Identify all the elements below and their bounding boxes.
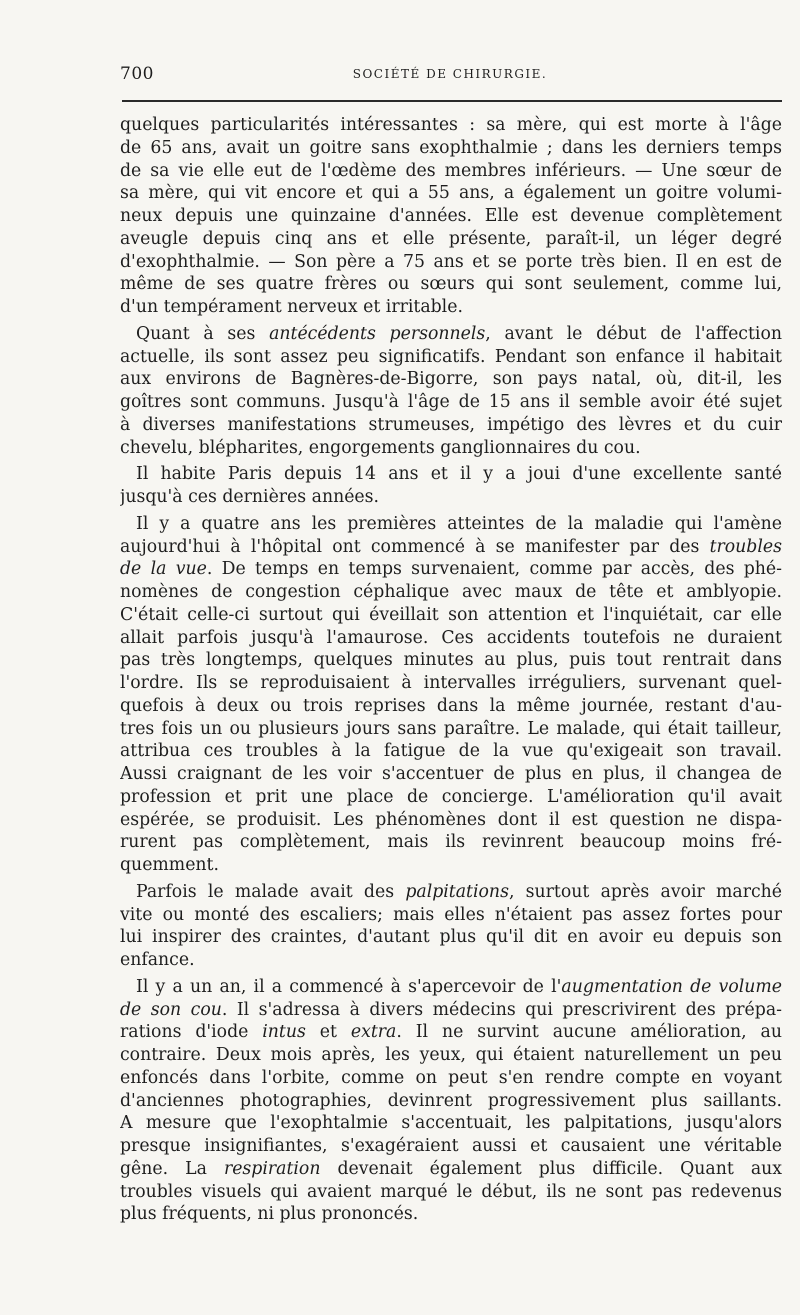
text-line (120, 999, 782, 1022)
text-segment: . Il ne survint aucune amélioration, au (396, 1022, 782, 1043)
text-line (120, 1090, 782, 1113)
running-head: SOCIÉTÉ DE CHIRURGIE. (352, 67, 548, 81)
text-segment: d'anciennes photographies, devinrent progressivement plus saillants. (120, 1090, 782, 1111)
text-segment: aujourd'hui à l'hôpital ont commencé à se manifester par des (120, 536, 710, 557)
text-segment: gêne. La (120, 1158, 224, 1179)
text-line (120, 368, 782, 391)
text-segment: chevelu, blépharites, engorgements ganglionnaires du cou. (120, 437, 641, 458)
text-line (120, 414, 782, 437)
paragraph (120, 513, 782, 877)
text-line (120, 926, 782, 949)
text-line (120, 251, 782, 274)
text-line (120, 809, 782, 832)
italic-text: de son cou (120, 999, 222, 1020)
italic-text: de la vue (120, 559, 207, 580)
text-segment: , surtout après avoir marché (508, 881, 782, 902)
text-segment: l'ordre. Ils se reproduisaient à intervalles irréguliers, survenant quel- (120, 673, 782, 693)
text-segment: lui inspirer des craintes, d'autant plus qu'il dit en avoir eu depuis son (120, 927, 782, 948)
text-segment: quemment. (120, 855, 219, 875)
text-line (120, 649, 782, 672)
italic-text: palpitations (405, 881, 509, 902)
text-line (120, 695, 782, 718)
text-segment: Il y a quatre ans les premières atteintes de la maladie qui l'amène (136, 513, 782, 534)
text-segment: vite ou monté des escaliers; mais elles n'étaient pas assez fortes pour (120, 904, 782, 925)
text-segment: d'un tempérament nerveux et irritable. (120, 297, 463, 317)
italic-text: troubles (709, 536, 782, 557)
text-line (120, 137, 782, 160)
text-line (120, 1181, 782, 1204)
text-line (120, 831, 782, 854)
text-line (120, 718, 782, 741)
page-number: 700 (120, 64, 154, 84)
text-line (120, 672, 782, 695)
text-line (120, 949, 782, 972)
text-segment: espérée, se produisit. Les phénomènes dont il est question ne dispa- (120, 809, 782, 830)
text-segment: actuelle, ils sont assez peu significatifs. Pendant son enfance il habitait (120, 346, 782, 367)
text-line (120, 160, 782, 183)
text-line (120, 1112, 782, 1135)
text-line (120, 205, 782, 228)
text-segment: . De temps en temps survenaient, comme par accès, des phé- (206, 559, 782, 580)
text-line (120, 1203, 782, 1226)
text-line (120, 228, 782, 251)
text-segment: Aussi craignant de les voir s'accentuer de plus en plus, il changea de (120, 764, 782, 784)
text-line (120, 323, 782, 346)
text-segment: devenait également plus difficile. Quant aux (320, 1158, 782, 1179)
text-segment: Quant à ses (136, 323, 270, 344)
text-segment: profession et prit une place de concierge. L'amélioration qu'il avait (120, 786, 782, 807)
text-segment: C'était celle-ci surtout qui éveillait son attention et l'inquiétait, car elle (120, 604, 782, 625)
text-segment: à diverses manifestations strumeuses, impétigo des lèvres et du cuir (120, 414, 782, 435)
text-segment: , avant le début de l'affection (485, 323, 782, 344)
paragraph (120, 463, 782, 509)
text-line (120, 1158, 782, 1181)
italic-text: respiration (223, 1158, 321, 1179)
text-segment: troubles visuels qui avaient marqué le début, ils ne sont pas redevenus (120, 1181, 782, 1202)
text-line (120, 740, 782, 763)
text-segment: rations d'iode (120, 1022, 263, 1043)
text-segment: A mesure que l'exophtalmie s'accentuait, les palpitations, jusqu'alors (120, 1113, 782, 1134)
text-segment: quelques particularités intéressantes : sa mère, qui est morte à l'âge (120, 115, 782, 135)
text-line (120, 786, 782, 809)
text-line (120, 273, 782, 296)
italic-text: augmentation de volume (561, 976, 782, 997)
text-segment: goîtres sont communs. Jusqu'à l'âge de 15 ans il semble avoir été sujet (120, 392, 782, 412)
text-line (120, 463, 782, 486)
text-segment: aveugle depuis cinq ans et elle présente, paraît-il, un léger degré (120, 228, 782, 249)
text-line (120, 558, 782, 581)
paragraph (120, 114, 782, 319)
text-segment: aux environs de Bagnères-de-Bigorre, son pays natal, où, dit-il, les (120, 369, 782, 390)
paragraph (120, 976, 782, 1226)
text-line (120, 763, 782, 786)
text-segment: nomènes de congestion céphalique avec maux de tête et amblyopie. (120, 582, 782, 602)
text-line (120, 346, 782, 369)
text-segment: Il y a un an, il a commencé à s'apercevoir de l' (136, 976, 562, 997)
text-segment: allait parfois jusqu'à l'amaurose. Ces accidents toutefois ne duraient (120, 627, 782, 648)
text-line (120, 114, 782, 137)
text-line (120, 1135, 782, 1158)
text-line (120, 1044, 782, 1067)
text-segment: jusqu'à ces dernières années. (120, 487, 380, 507)
text-segment: Parfois le malade avait des (136, 881, 406, 902)
text-segment: contraire. Deux mois après, les yeux, qui étaient naturellement un peu (120, 1045, 782, 1065)
text-segment: pas très longtemps, quelques minutes au plus, puis tout rentrait dans (120, 650, 782, 671)
text-line (120, 437, 782, 460)
text-segment: enfance. (120, 950, 195, 970)
text-segment: neux depuis une quinzaine d'années. Elle est devenue complètement (120, 206, 782, 226)
text-line (120, 604, 782, 627)
text-line (120, 581, 782, 604)
text-line (120, 536, 782, 559)
text-segment: de 65 ans, avait un goitre sans exophthalmie ; dans les derniers temps (120, 137, 782, 158)
paragraph (120, 323, 782, 460)
text-line (120, 881, 782, 904)
text-segment: sa mère, qui vit encore et qui a 55 ans, a également un goitre volumi- (120, 183, 782, 204)
italic-text: antécédents personnels (269, 323, 486, 344)
page-header (120, 64, 780, 90)
text-line (120, 296, 782, 319)
text-segment: même de ses quatre frères ou sœurs qui sont seulement, comme lui, (120, 274, 782, 295)
text-segment: attribua ces troubles à la fatigue de la vue qu'exigeait son travail. (120, 741, 782, 762)
text-segment: d'exophthalmie. — Son père a 75 ans et se porte très bien. Il en est de (120, 251, 782, 272)
italic-text: intus (262, 1022, 306, 1043)
paragraph (120, 881, 782, 972)
text-segment: Il habite Paris depuis 14 ans et il y a joui d'une excellente santé (136, 464, 782, 485)
text-segment: et (305, 1022, 351, 1043)
text-segment: rurent pas complètement, mais ils revinrent beaucoup moins fré- (120, 832, 782, 853)
text-segment: . Il s'adressa à divers médecins qui prescrivirent des prépa- (221, 999, 782, 1020)
text-segment: tres fois un ou plusieurs jours sans paraître. Le malade, qui était tailleur, (120, 718, 782, 739)
text-line (120, 391, 782, 414)
text-segment: enfoncés dans l'orbite, comme on peut s'en rendre compte en voyant (120, 1067, 782, 1088)
text-segment: quefois à deux ou trois reprises dans la même journée, restant d'au- (120, 695, 782, 716)
text-line (120, 627, 782, 650)
text-line (120, 854, 782, 877)
text-line (120, 976, 782, 999)
text-segment: plus fréquents, ni plus prononcés. (120, 1204, 419, 1225)
text-line (120, 1021, 782, 1044)
text-line (120, 182, 782, 205)
text-line (120, 1067, 782, 1090)
text-line (120, 904, 782, 927)
text-segment: de sa vie elle eut de l'œdème des membres inférieurs. — Une sœur de (120, 160, 782, 181)
header-rule (122, 100, 782, 102)
italic-text: extra (350, 1022, 397, 1043)
text-line (120, 486, 782, 509)
text-segment: presque insignifiantes, s'exagéraient aussi et causaient une véritable (120, 1136, 782, 1156)
text-line (120, 513, 782, 536)
body-text (120, 114, 782, 1230)
